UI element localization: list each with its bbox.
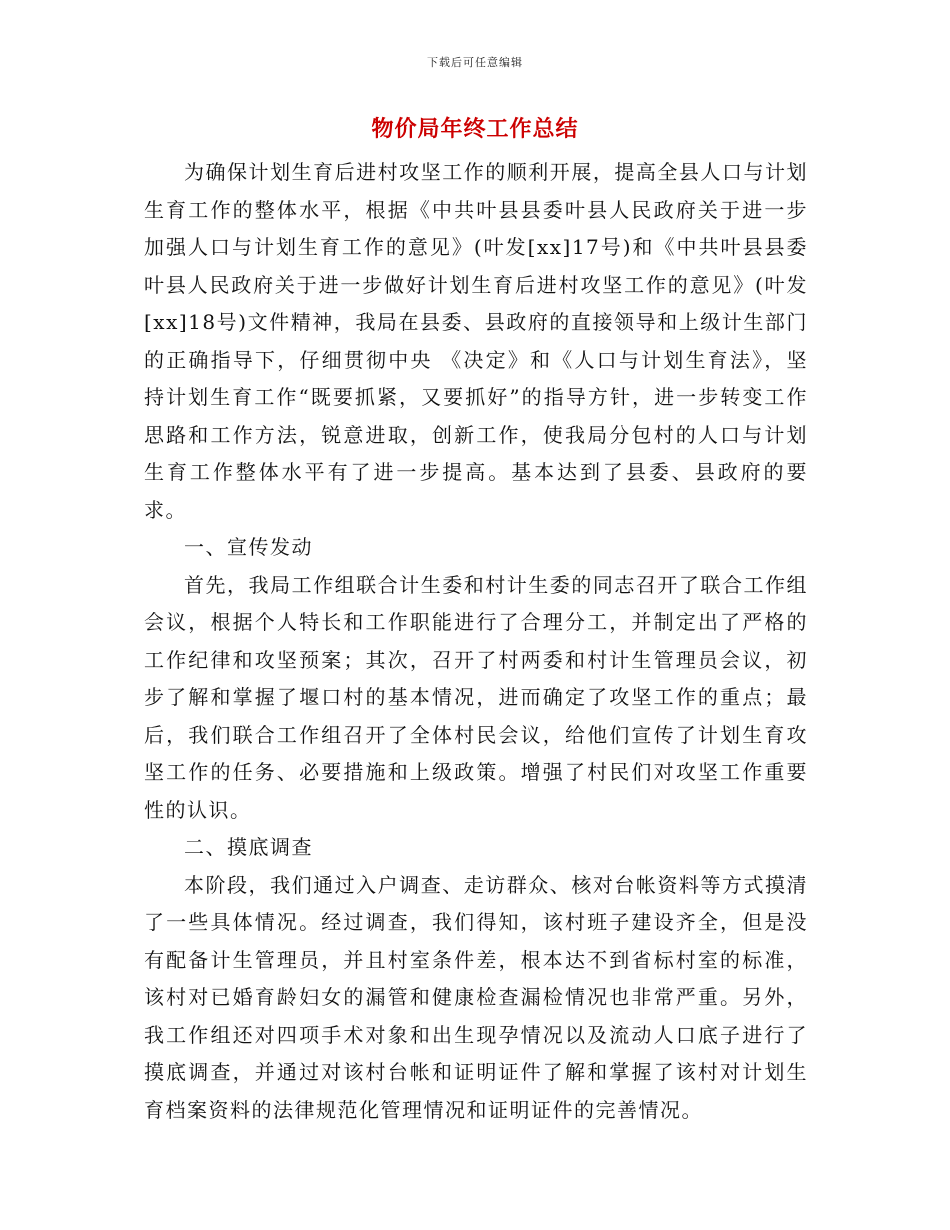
section-paragraph-2: 本阶段，我们通过入户调查、走访群众、核对台帐资料等方式摸清了一些具体情况。经过调查，我们得知，该村班子建设齐全，但是没有配备计生管理员，并且村室条件差，根本达不到省标村室的标准，该村对已婚育龄妇女的漏管和健康检查漏检情况也非常严重。另外，我工作组还对四项手术对象和出生现孕情况以及流动人口底子进行了摸底调查，并通过对该村台帐和证明证件了解和掌握了该村对计划生育档案资料的法律规范化管理情况和证明证件的完善情况。 [144, 872, 808, 1122]
intro-paragraph: 为确保计划生育后进村攻坚工作的顺利开展，提高全县人口与计划生育工作的整体水平，根据《中共叶县县委叶县人民政府关于进一步加强人口与计划生育工作的意见》(叶发[xx]17号)和《中共叶县县委叶县人民政府关于进一步做好计划生育后进村攻坚工作的意见》(叶发[xx]18号)文件精神，我局在县委、县政府的直接领导和上级计生部门的正确指导下，仔细贯彻中央 《决定》和《人口与计划生育法》，坚持计划生育工作“既要抓紧，又要抓好”的指导方针，进一步转变工作思路和工作方法，锐意进取，创新工作，使我局分包村的人口与计划生育工作整体水平有了进一步提高。基本达到了县委、县政府的要求。 [144, 160, 808, 522]
section-paragraph-1: 首先，我局工作组联合计生委和村计生委的同志召开了联合工作组会议，根据个人特长和工作职能进行了合理分工，并制定出了严格的工作纪律和攻坚预案；其次，召开了村两委和村计生管理员会议，初步了解和掌握了堰口村的基本情况，进而确定了攻坚工作的重点；最后，我们联合工作组召开了全体村民会议，给他们宣传了计划生育攻坚工作的任务、必要措施和上级政策。增强了村民们对攻坚工作重要性的认识。 [144, 572, 808, 822]
document-body [144, 154, 808, 1129]
header-note: 下载后可任意编辑 [427, 56, 523, 69]
document-title: 物价局年终工作总结 [371, 117, 579, 142]
section-heading-1: 一、宣传发动 [184, 535, 313, 559]
section-heading-2: 二、摸底调查 [184, 835, 313, 859]
